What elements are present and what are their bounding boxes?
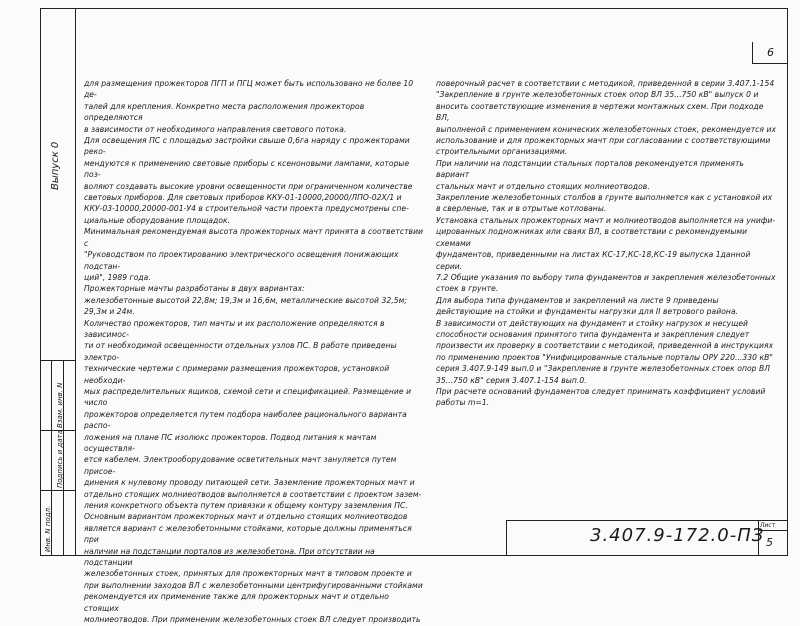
text-line: 29,3м и 24м. — [84, 307, 135, 317]
text-line: световых приборов. Для световых приборов ККУ-01-10000,20000/ЛПО-02Х/1 и — [84, 193, 402, 203]
text-line: вносить соответствующие изменения в чертежи монтажных схем. При подходе ВЛ, — [436, 101, 764, 123]
text-line: по применению проектов "Унифицированные стальные порталы ОРУ 220...330 кВ" — [436, 352, 773, 362]
text-line: серия 3.407.9-149 вып.0 и "Закрепление в грунте железобетонных стоек опор ВЛ — [436, 364, 771, 374]
text-line: действующие на стойки и фундаменты нагрузки для II ветрового района. — [436, 307, 739, 317]
text-line: ления конкретного объекта путем привязки к общему контуру заземления ПС. — [84, 501, 408, 511]
signature-date-label: Подпись и дата — [56, 430, 64, 488]
text-line: Количество прожекторов, тип мачты и их расположение определяются в зависимос- — [84, 318, 385, 339]
text-line: выполненой с применением конических железобетонных стоек, рекомендуется их — [436, 124, 777, 134]
inventory-number-label: Инв. N подл. — [44, 505, 52, 552]
text-line: ций", 1989 года. — [84, 272, 151, 282]
issue-label: Выпуск 0 — [50, 141, 61, 190]
text-line: ти от необходимой освещенности отдельных узлов ПС. В работе приведены электро- — [84, 341, 397, 362]
text-line: прожекторов определяется путем подбора наиболее рационального варианта распо- — [84, 409, 407, 431]
text-line: При расчете оснований фундаментов следует принимать коэффициент условий — [436, 386, 766, 396]
text-line: ложения на плане ПС изолюкс прожекторов. Подвод питания к мачтам осуществля- — [84, 432, 377, 453]
text-line: В зависимости от действующих на фундамент и стойку нагрузок и несущей — [436, 318, 749, 328]
text-line: Прожекторные мачты разработаны в двух вариантах: — [84, 284, 305, 294]
text-line: стоек в грунте. — [436, 284, 499, 294]
text-line: способности основания принятого типа фундамента и закрепления следует — [436, 329, 750, 339]
text-line: наличии на подстанции порталов из железобетона. При отсутствии на подстанции — [84, 546, 375, 568]
text-line: строительными организациями. — [436, 147, 568, 157]
text-line: цированных подножниках или сваях ВЛ, в соответствии с рекомендуемыми схемами — [436, 227, 748, 248]
text-line: мендуются к применению световые приборы с ксеноновыми лампами, которые поз- — [84, 158, 410, 180]
text-line: отдельно стоящих молниеотводов выполняется в соответствии с проектом зазем- — [84, 489, 422, 499]
text-line: фундаментов, приведенными на листах КС-17,КС-18,КС-19 выпуска 1данной серии. — [436, 250, 751, 271]
right-text-column — [436, 78, 776, 409]
text-line: работы m=1. — [436, 398, 490, 408]
text-line: При наличии на подстанции стальных порталов рекомендуется применять вариант — [436, 158, 744, 180]
text-line: "Закрепление в грунте железобетонных стоек опор ВЛ 35...750 кВ" выпуск 0 и — [436, 90, 759, 100]
text-line: талей для крепления. Конкретно места расположения прожекторов определяются — [84, 101, 365, 123]
text-line: произвести их проверку в соответствии с методикой, приведенной в инструкциях — [436, 341, 774, 351]
sheet-number: 5 — [766, 536, 773, 549]
text-line: Установка стальных прожекторных мачт и молниеотводов выполняется на унифи- — [436, 215, 776, 225]
text-line: стальных мачт и отдельно стоящих молниеотводов. — [436, 181, 650, 191]
text-line: является вариант с железобетонными стойками, которые должны применяться при — [84, 523, 412, 545]
replaced-inventory-label: Взам. инв. N — [56, 382, 64, 428]
text-line: поверочный расчет в соответствии с методикой, приведенной в серии 3.407.1-154 — [436, 79, 775, 88]
text-line: рекомендуется их применение также для прожекторных мачт и отдельно стоящих — [84, 592, 389, 613]
corner-sheet-number: 6 — [752, 42, 788, 64]
sheet-label: Лист — [760, 522, 776, 529]
text-line: использование и для прожекторных мачт при согласовании с соответствующими — [436, 136, 771, 146]
text-line: для размещения прожекторов ПГП и ПГЦ может быть использовано не более 10 де- — [84, 79, 414, 100]
sheet-cell-divider — [758, 530, 788, 531]
text-line: 35...750 кВ" серия 3.407.1-154 вып.0. — [436, 375, 587, 385]
document-number: 3.407.9-172.0-ПЗ — [590, 525, 765, 546]
text-line: динения к нулевому проводу питающей сети. Заземление прожекторных мачт и — [84, 478, 415, 488]
text-line: железобетонных стоек, принятых для прожекторных мачт в типовом проекте и — [84, 569, 412, 579]
text-line: мых распределительных ящиков, схемой сети и спецификацией. Размещение и число — [84, 386, 412, 408]
text-line: технические чертежи с примерами размещения прожекторов, установкой необходи- — [84, 364, 390, 385]
text-line: воляют создавать высокие уровни освещенности при ограниченном количестве — [84, 181, 413, 191]
text-line: железобетонные высотой 22,8м; 19,3м и 16,6м, металлические высотой 32,5м; — [84, 295, 407, 305]
text-line: Для выбора типа фундаментов и закреплений на листе 9 приведены — [436, 295, 719, 305]
text-line: в сверленые, так и в отрытые котлованы. — [436, 204, 607, 214]
text-line: Минимальная рекомендуемая высота прожекторных мачт принята в соответствии с — [84, 227, 424, 248]
text-line: 7.2 Общие указания по выбору типа фундаментов и закрепления железобетонных — [436, 272, 776, 282]
text-line: "Руководством по проектированию электрического освещения понижающих подстан- — [84, 250, 399, 271]
text-line: при выполнении заходов ВЛ с железобетонными центрифугированными стойками — [84, 580, 423, 590]
text-line: Закрепление железобетонных столбов в грунте выполняется как с установкой их — [436, 193, 773, 203]
text-line: ККУ-03-10000,20000-001-У4 в строительной части проекта предусмотрены спе- — [84, 204, 409, 214]
text-line: циальные оборудование площадок. — [84, 215, 231, 225]
text-line: Для освещения ПС с площадью застройки свыше 0,6га наряду с прожекторами реко- — [84, 136, 410, 157]
text-line: в зависимости от необходимого направления светового потока. — [84, 124, 347, 134]
text-line: молниеотводов. При применении железобетонных стоек ВЛ следует производить — [84, 615, 421, 625]
text-line: ется кабелем. Электрооборудование осветительных мачт зануляется путем присое- — [84, 455, 397, 476]
left-text-column — [84, 78, 424, 626]
text-line: Основным вариантом прожекторных мачт и отдельно стоящих молниеотводов — [84, 512, 408, 522]
